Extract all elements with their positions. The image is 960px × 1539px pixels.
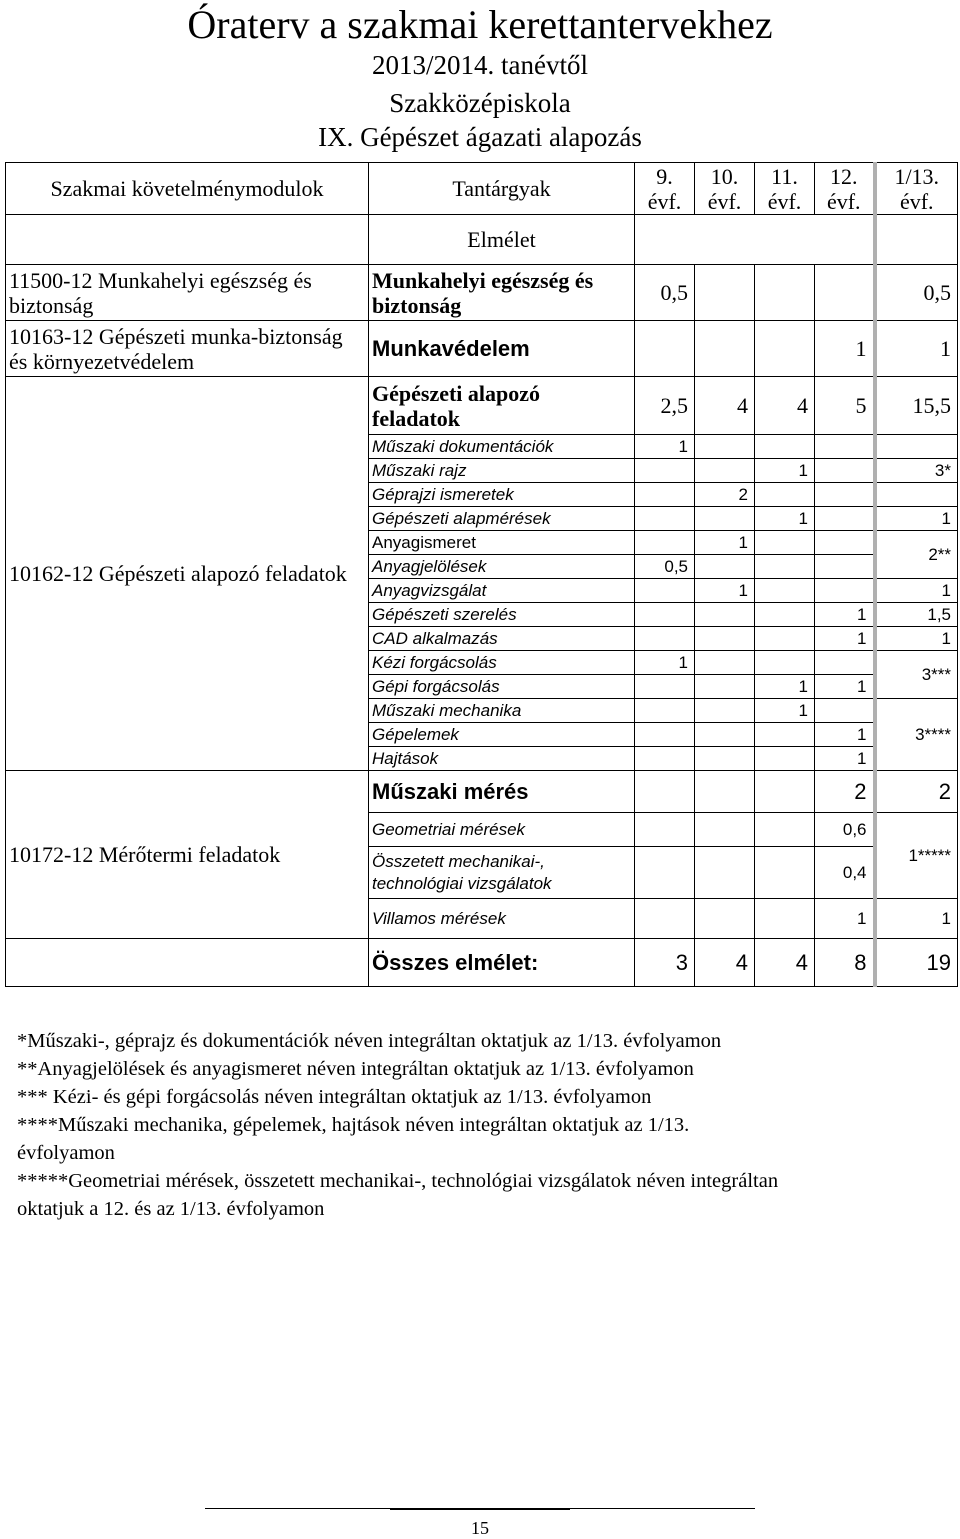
module-cell: 10163-12 Gépészeti munka-biztonság és környezetvédelem: [6, 321, 369, 377]
value-cell: [755, 265, 815, 321]
table-row: [6, 265, 958, 321]
value-cell: 3*: [875, 459, 958, 483]
value-cell: 0,5: [635, 555, 695, 579]
value-cell: 0,5: [635, 265, 695, 321]
value-cell: [635, 899, 695, 939]
value-cell: [695, 435, 755, 459]
subject-cell: Kézi forgácsolás: [369, 651, 635, 675]
value-cell: [695, 555, 755, 579]
value-cell: [815, 579, 875, 603]
value-cell: 0,4: [815, 847, 875, 899]
value-cell: [755, 531, 815, 555]
value-cell: 0,5: [875, 265, 958, 321]
footnote: *** Kézi- és gépi forgácsolás néven integráltan oktatjuk az 1/13. évfolyamon: [17, 1086, 652, 1108]
value-cell: 15,5: [875, 377, 958, 435]
value-cell: 4: [755, 377, 815, 435]
value-cell: 1: [815, 723, 875, 747]
subject-cell: Anyagvizsgálat: [369, 579, 635, 603]
subject-cell: Műszaki rajz: [369, 459, 635, 483]
value-cell: [755, 483, 815, 507]
value-cell: 1*****: [875, 813, 958, 899]
value-cell: [815, 651, 875, 675]
value-cell: [755, 771, 815, 813]
value-cell: [755, 435, 815, 459]
module-cell: 10162-12 Gépészeti alapozó feladatok: [6, 377, 369, 771]
value-cell: [815, 459, 875, 483]
subject-cell: Munkavédelem: [369, 321, 635, 377]
value-cell: 1: [875, 899, 958, 939]
value-cell: 1: [875, 579, 958, 603]
value-cell: 1: [635, 435, 695, 459]
value-cell: [695, 771, 755, 813]
value-cell: [815, 435, 875, 459]
value-cell: 1: [755, 675, 815, 699]
value-cell: 0,6: [815, 813, 875, 847]
value-cell: [695, 747, 755, 771]
value-cell: [815, 483, 875, 507]
year-header-11: 11. évf.: [755, 163, 815, 215]
page-title: Óraterv a szakmai kerettantervekhez: [187, 2, 773, 47]
year-header-10: 10. évf.: [695, 163, 755, 215]
value-cell: [695, 675, 755, 699]
value-cell: [755, 651, 815, 675]
subject-cell: Gépi forgácsolás: [369, 675, 635, 699]
value-cell: 5: [815, 377, 875, 435]
value-cell: [635, 531, 695, 555]
subject-cell: Villamos mérések: [369, 899, 635, 939]
value-cell: 1: [755, 699, 815, 723]
total-value: 4: [755, 939, 815, 987]
value-cell: [695, 507, 755, 531]
value-cell: [635, 723, 695, 747]
year-header-12: 12. évf.: [815, 163, 875, 215]
footnote: *Műszaki-, géprajz és dokumentációk néven integráltan oktatjuk az 1/13. évfolyamon: [17, 1030, 722, 1052]
year-header-13: 1/13. évf.: [875, 163, 958, 215]
value-cell: 2,5: [635, 377, 695, 435]
value-cell: [755, 813, 815, 847]
subject-cell: Géprajzi ismeretek: [369, 483, 635, 507]
total-value: 4: [695, 939, 755, 987]
value-cell: 1: [815, 747, 875, 771]
value-cell: 2: [815, 771, 875, 813]
total-row: [6, 939, 958, 987]
footnotes: [17, 1027, 947, 1223]
value-cell: [635, 813, 695, 847]
curriculum-table: [5, 162, 958, 987]
value-cell: [635, 675, 695, 699]
total-value: 19: [875, 939, 958, 987]
table-row: [6, 321, 958, 377]
subject-cell: Műszaki mérés: [369, 771, 635, 813]
value-cell: 2: [875, 771, 958, 813]
value-cell: 1: [815, 603, 875, 627]
footnote: *****Geometriai mérések, összetett mechanikai-, technológiai vizsgálatok néven integráltan: [17, 1170, 779, 1192]
subject-cell: Gépészeti szerelés: [369, 603, 635, 627]
value-cell: [815, 531, 875, 555]
value-cell: [695, 627, 755, 651]
value-cell: [635, 579, 695, 603]
value-cell: [755, 603, 815, 627]
value-cell: 1: [695, 531, 755, 555]
footer-line: [570, 1508, 755, 1509]
value-cell: [635, 747, 695, 771]
value-cell: [695, 265, 755, 321]
value-cell: [635, 321, 695, 377]
value-cell: [635, 699, 695, 723]
value-cell: 1: [875, 627, 958, 651]
value-cell: 1: [755, 507, 815, 531]
value-cell: 4: [695, 377, 755, 435]
subject-cell: Gépelemek: [369, 723, 635, 747]
module-cell: 11500-12 Munkahelyi egészség és biztonság: [6, 265, 369, 321]
section-label: Elmélet: [369, 215, 635, 265]
value-cell: 2: [695, 483, 755, 507]
value-cell: [635, 771, 695, 813]
footnote: évfolyamon: [17, 1142, 115, 1164]
module-cell: 10172-12 Mérőtermi feladatok: [6, 771, 369, 939]
value-cell: [695, 899, 755, 939]
year-subtitle: 2013/2014. tanévtől: [372, 50, 588, 80]
value-cell: 1: [875, 321, 958, 377]
value-cell: [755, 627, 815, 651]
value-cell: 1: [815, 899, 875, 939]
total-value: 8: [815, 939, 875, 987]
value-cell: [755, 899, 815, 939]
footnote: oktatjuk a 12. és az 1/13. évfolyamon: [17, 1198, 325, 1220]
subject-cell: Összetett mechanikai-, technológiai vizsgálatok: [369, 847, 635, 899]
value-cell: [695, 847, 755, 899]
value-cell: [755, 579, 815, 603]
footnote: **Anyagjelölések és anyagismeret néven integráltan oktatjuk az 1/13. évfolyamon: [17, 1058, 694, 1080]
value-cell: [815, 507, 875, 531]
value-cell: [635, 603, 695, 627]
value-cell: [635, 459, 695, 483]
value-cell: [695, 459, 755, 483]
footer-line: [205, 1508, 390, 1509]
value-cell: 2**: [875, 531, 958, 579]
modules-header: Szakmai követelménymodulok: [6, 163, 369, 215]
value-cell: 1: [815, 321, 875, 377]
value-cell: [755, 723, 815, 747]
subject-cell: Geometriai mérések: [369, 813, 635, 847]
value-cell: [695, 321, 755, 377]
value-cell: [755, 555, 815, 579]
section-row: [6, 215, 958, 265]
value-cell: 1: [815, 675, 875, 699]
subject-cell: Anyagjelölések: [369, 555, 635, 579]
year-header-9: 9. évf.: [635, 163, 695, 215]
subject-cell: Anyagismeret: [369, 531, 635, 555]
table-header-row: [6, 163, 958, 215]
value-cell: [815, 699, 875, 723]
value-cell: [635, 507, 695, 531]
value-cell: [635, 847, 695, 899]
total-value: 3: [635, 939, 695, 987]
value-cell: 3****: [875, 699, 958, 771]
subjects-header: Tantárgyak: [369, 163, 635, 215]
school-subtitle: Szakközépiskola: [389, 88, 571, 118]
value-cell: 1: [755, 459, 815, 483]
footnote: ****Műszaki mechanika, gépelemek, hajtások néven integráltan oktatjuk az 1/13.: [17, 1114, 690, 1136]
value-cell: 1: [815, 627, 875, 651]
value-cell: 1: [875, 507, 958, 531]
value-cell: [755, 847, 815, 899]
value-cell: [755, 321, 815, 377]
value-cell: [695, 651, 755, 675]
value-cell: [755, 747, 815, 771]
sector-subtitle: IX. Gépészet ágazati alapozás: [318, 122, 642, 152]
value-cell: 1: [635, 651, 695, 675]
subject-cell: CAD alkalmazás: [369, 627, 635, 651]
footer-line: [390, 1508, 570, 1510]
value-cell: 1,5: [875, 603, 958, 627]
page-number: 15: [471, 1518, 489, 1538]
subject-cell: Hajtások: [369, 747, 635, 771]
value-cell: 1: [695, 579, 755, 603]
table-row: [6, 771, 958, 813]
value-cell: [695, 699, 755, 723]
subject-cell: Gépészeti alapmérések: [369, 507, 635, 531]
value-cell: [815, 265, 875, 321]
table-row: [6, 377, 958, 435]
subject-cell: Műszaki mechanika: [369, 699, 635, 723]
value-cell: [695, 813, 755, 847]
value-cell: [635, 483, 695, 507]
value-cell: [635, 627, 695, 651]
value-cell: 3***: [875, 651, 958, 699]
total-label: Összes elmélet:: [369, 939, 635, 987]
subject-cell: Munkahelyi egészség és biztonság: [369, 265, 635, 321]
value-cell: [815, 555, 875, 579]
subject-cell: Gépészeti alapozó feladatok: [369, 377, 635, 435]
value-cell: [695, 723, 755, 747]
value-cell: [695, 603, 755, 627]
subject-cell: Műszaki dokumentációk: [369, 435, 635, 459]
